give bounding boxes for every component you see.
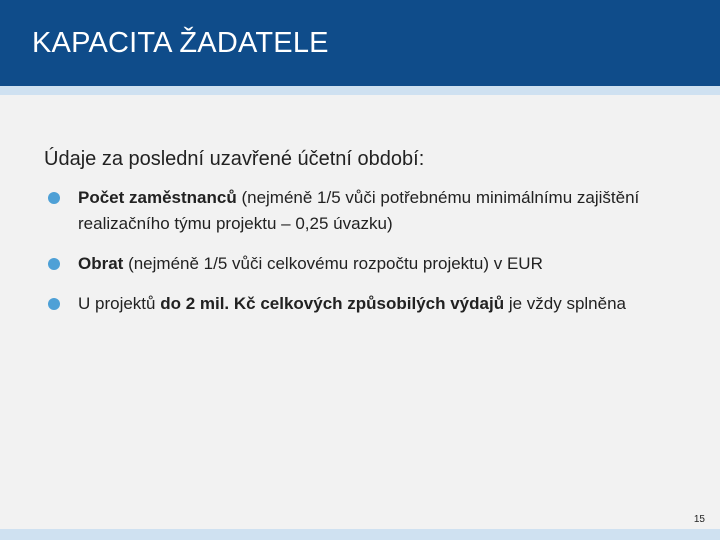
page-number: 15 (693, 514, 705, 525)
slide-header (0, 0, 720, 86)
bullet-bold-text: Obrat (78, 254, 124, 273)
slide-title: KAPACITA ŽADATELE (32, 27, 329, 59)
bullet-dot-icon (48, 298, 60, 310)
header-accent-strip (0, 86, 720, 95)
bullet-item-projects (44, 291, 684, 317)
bullet-text: je vždy splněna (504, 294, 626, 313)
bullet-bold-text: Počet zaměstnanců (78, 188, 237, 207)
bullet-list (44, 185, 684, 331)
bullet-prefix-text: U projektů (78, 294, 161, 313)
bullet-bold-text: do 2 mil. Kč celkových způsobilých výdajů (160, 294, 505, 313)
intro-text: Údaje za poslední uzavřené účetní období: (44, 148, 425, 170)
bullet-text: (nejméně 1/5 vůči potřebnému minimálnímu zajištění realizačního týmu projektu – 0,25 úvazku) (78, 188, 640, 233)
bullet-text: (nejméně 1/5 vůči celkovému rozpočtu projektu) v EUR (123, 254, 543, 273)
footer-accent-strip (0, 529, 720, 540)
bullet-dot-icon (48, 192, 60, 204)
bullet-item-employees (44, 185, 684, 237)
bullet-dot-icon (48, 258, 60, 270)
bullet-item-turnover (44, 251, 684, 277)
